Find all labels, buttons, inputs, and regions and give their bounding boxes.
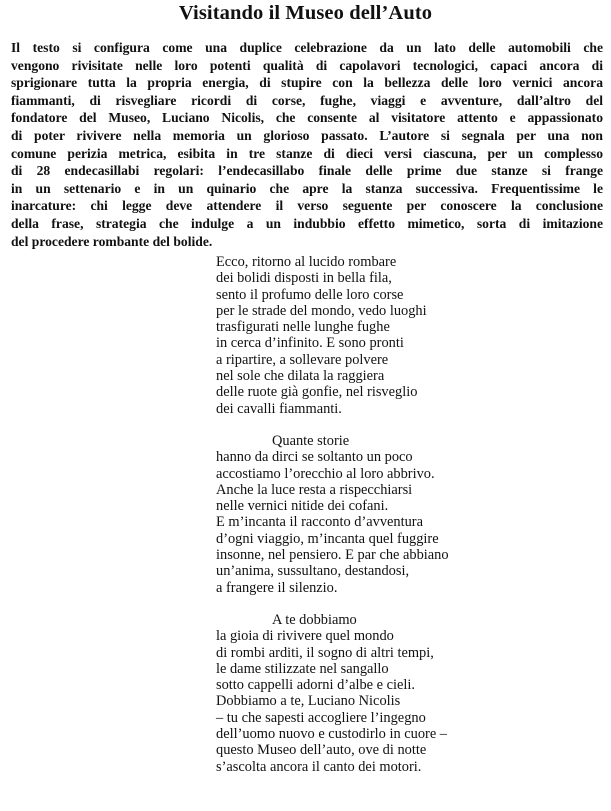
- intro-line: sprigionare tutta la propria energia, di stupire con la bellezza delle loro vernici ancora: [11, 75, 603, 91]
- poem-verse: accostiamo l’orecchio al loro abbrivo.: [216, 465, 435, 482]
- poem-verse: nel sole che dilata la raggiera: [216, 368, 385, 385]
- intro-line: di 28 endecasillabi regolari: l’endecasillabo finale delle prime due stanze si frange: [11, 163, 603, 179]
- poem-verse: nelle vernici nitide dei cofani.: [216, 498, 389, 515]
- intro-line: fondatore del Museo, Luciano Nicolis, che consente al visitatore attento e appassionato: [11, 110, 603, 126]
- poem-stanza-3: [216, 612, 516, 775]
- intro-line: inarcature: chi legge deve attendere il verso seguente per conoscere la conclusione: [11, 198, 603, 214]
- poem-verse: un’anima, sussultano, destandosi,: [216, 563, 410, 580]
- poem-verse: a ripartire, a sollevare polvere: [216, 351, 389, 368]
- poem-verse: sento il profumo delle loro corse: [216, 286, 404, 303]
- intro-line: Il testo si configura come una duplice celebrazione da un lato delle automobili che: [11, 40, 603, 55]
- poem-verse: Ecco, ritorno al lucido rombare: [216, 254, 397, 270]
- poem-verse: per le strade del mondo, vedo luoghi: [216, 302, 427, 319]
- poem-verse: questo Museo dell’auto, ove di notte: [216, 742, 427, 759]
- poem-verse-continuation: Quante storie: [272, 432, 350, 449]
- poem-verse: E m’incanta il racconto d’avventura: [216, 514, 423, 531]
- poem-verse: – tu che sapesti accogliere l’ingegno: [216, 709, 426, 726]
- poem-verse: di rombi arditi, il sogno di altri tempi,: [216, 644, 434, 661]
- poem-verse: delle ruote già gonfie, nel risveglio: [216, 384, 418, 401]
- intro-line: del procedere rombante del bolide.: [11, 233, 213, 249]
- intro-line: della frase, strategia che indulge a un indubbio effetto mimetico, sorta di imitazione: [11, 215, 603, 231]
- poem-verse: Anche la luce resta a rispecchiarsi: [216, 481, 413, 498]
- poem-verse: trasfigurati nelle lunghe fughe: [216, 319, 390, 336]
- poem-verse: la gioia di rivivere quel mondo: [216, 628, 394, 645]
- poem-verse: dell’uomo nuovo e custodirlo in cuore –: [216, 726, 448, 743]
- page-title: Visitando il Museo dell’Auto: [178, 2, 433, 24]
- intro-line: di poter rivivere nella memoria un glorioso passato. L’autore si segnala per una non: [11, 127, 603, 143]
- poem-verse: dei bolidi disposti in bella fila,: [216, 270, 392, 287]
- poem-verse-continuation: A te dobbiamo: [272, 611, 357, 628]
- poem-verse: s’ascolta ancora il canto dei motori.: [216, 758, 422, 775]
- poem-verse: in cerca d’infinito. E sono pronti: [216, 335, 404, 352]
- poem-verse: hanno da dirci se soltanto un poco: [216, 449, 413, 466]
- poem-verse: le dame stilizzate nel sangallo: [216, 660, 389, 677]
- intro-line: comune perizia metrica, esibita in tre stanze di dieci versi ciascuna, per un complesso: [11, 145, 603, 161]
- intro-line: vengono rivisitate nelle loro potenti qualità di capolavori tecnologici, capaci ancora di: [11, 57, 603, 73]
- intro-line: in un settenario e in un quinario che apre la stanza successiva. Frequentissime le: [11, 180, 603, 196]
- poem-verse: dei cavalli fiammanti.: [216, 400, 342, 417]
- poem-verse: Dobbiamo a te, Luciano Nicolis: [216, 693, 401, 710]
- intro-paragraph: [11, 39, 603, 250]
- intro-line: fiammanti, di risvegliare ricordi di corse, fughe, viaggi e avventure, dall’altro del: [11, 92, 603, 108]
- poem-verse: d’ogni viaggio, m’incanta quel fuggire: [216, 530, 439, 547]
- poem-verse: insonne, nel pensiero. E par che abbiano: [216, 547, 449, 564]
- poem-stanza-2: [216, 433, 516, 596]
- poem-verse: a frangere il silenzio.: [216, 579, 338, 596]
- poem: [216, 254, 516, 791]
- poem-stanza-1: [216, 254, 516, 417]
- poem-verse: sotto cappelli adorni d’albe e cieli.: [216, 677, 415, 694]
